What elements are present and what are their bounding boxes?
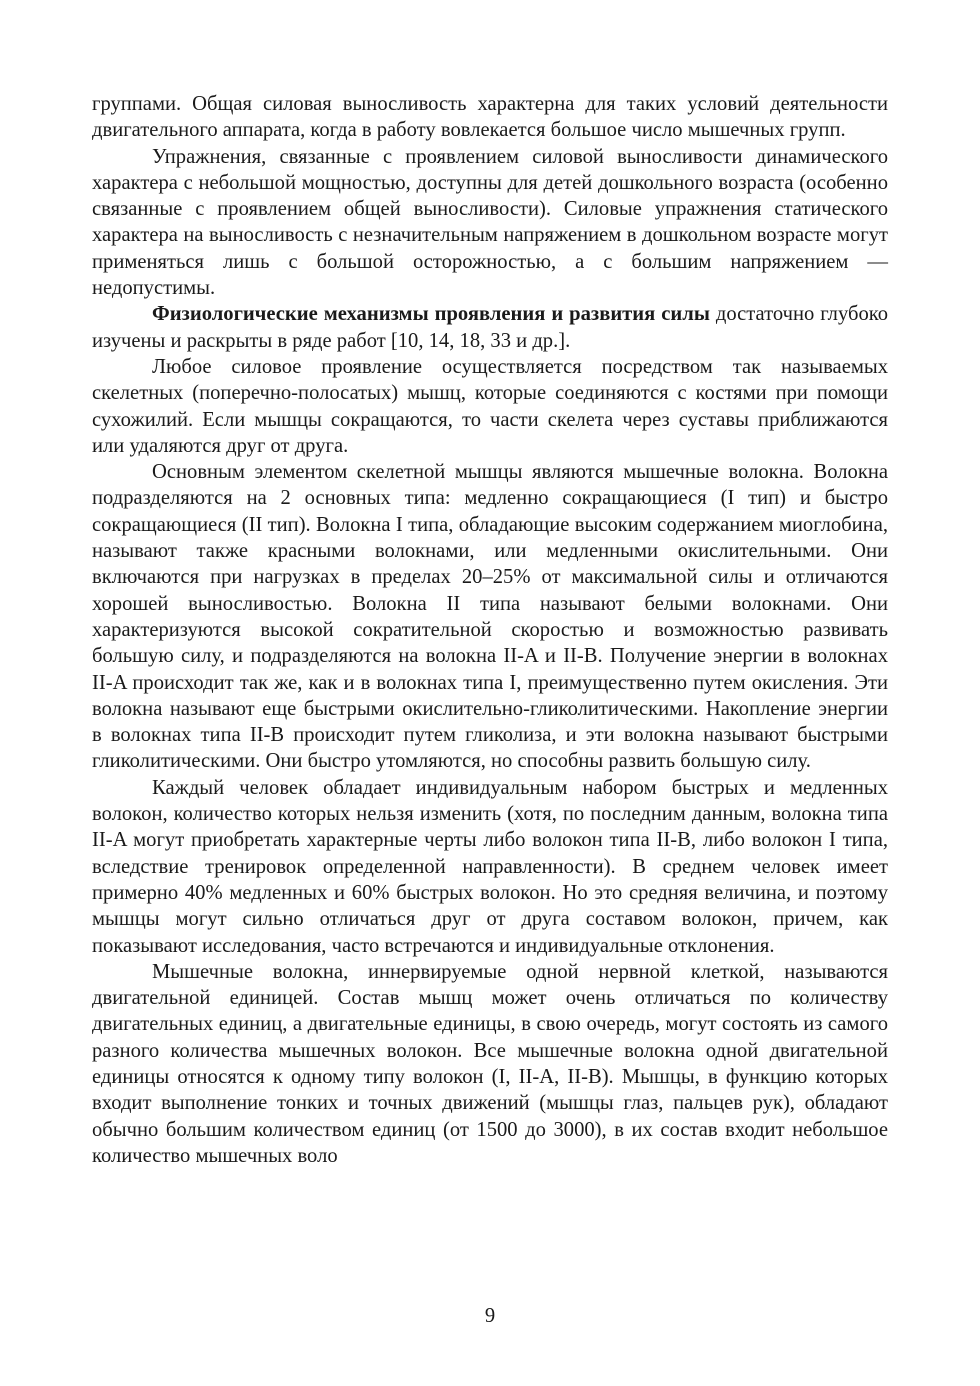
paragraph-4 bbox=[92, 354, 888, 459]
paragraph-4-text: Любое силовое проявление осуществляется посредством так называемых скелетных (поперечно-полосатых) мышц, которые соединяются с костями при помощи сухожилий. Если мышцы сокращаются, то части скелета через суставы приближаются или удаляются друг от друга. bbox=[92, 355, 888, 457]
paragraph-2-text: Упражнения, связанные с проявлением силовой выносливости динамического характера с небольшой мощностью, доступны для детей дошкольного возраста (особенно связанные с проявлением общей выносливости). Силовые упражнения статического характера на выносливость с незначительным напряжением в дошкольном возрасте могут применяться лишь с большой осторожностью, а с большим напряжением — недопустимы. bbox=[92, 145, 888, 300]
paragraph-5-text: Основным элементом скелетной мышцы являются мышечные волокна. Волокна подразделяются на 2 основных типа: медленно сокращающиеся (I тип) и быстро сокращающиеся (II тип). Волокна I типа, обладающие высоким содержанием миоглобина, называют также красными волокнами, или медленными окислительными. Они включаются при нагрузках в пределах 20–25% от максимальной силы и отличаются хорошей выносливостью. Волокна II типа называют белыми волокнами. Они характеризуются высокой сократительной скоростью и возможностью развивать большую силу, и подразделяются на волокна II-A и II-B. Получение энергии в волокнах II-A происходит так же, как и в волокнах типа I, преимущественно путем окисления. Эти волокна называют еще быстрыми окислительно-гликолитическими. Накопление энергии в волокнах типа II-B происходит путем гликолиза, и эти волокна называют быстрыми гликолитическими. Они быстро утомляются, но способны развить большую силу. bbox=[92, 461, 888, 773]
paragraph-3-bold-lead: Физиологические механизмы проявления и развития силы bbox=[152, 303, 710, 326]
paragraph-1 bbox=[92, 91, 888, 144]
paragraph-2 bbox=[92, 144, 888, 302]
paragraph-3 bbox=[92, 301, 888, 354]
paragraph-3-text: достаточно глубоко изучены и раскрыты в ряде работ [10, 14, 18, 33 и др.]. bbox=[92, 303, 889, 352]
paragraph-7-text: Мышечные волокна, иннервируемые одной нервной клеткой, называются двигательной единицей. Состав мышц может очень отличаться по количеству двигательных единиц, а двигательные единицы, в свою очередь, могут состоять из самого разного количества мышечных волокон. Все мышечные волокна одной двигательной единицы относятся к одному типу волокон (I, II-A, II-B). Мышцы, в функцию которых входит выполнение тонких и точных движений (мышцы глаз, пальцев рук), обладают обычно большим количеством единиц (от 1500 до 3000), в их состав входит небольшое количество мышечных воло bbox=[92, 960, 888, 1167]
paragraph-1-text: группами. Общая силовая выносливость характерна для таких условий деятельности двигательного аппарата, когда в работу вовлекается большое число мышечных групп. bbox=[92, 93, 888, 142]
paragraph-6 bbox=[92, 775, 888, 959]
paragraph-5 bbox=[92, 459, 888, 775]
paragraph-7 bbox=[92, 959, 888, 1169]
document-page bbox=[92, 91, 888, 1169]
page-number: 9 bbox=[484, 1305, 496, 1327]
paragraph-6-text: Каждый человек обладает индивидуальным набором быстрых и медленных волокон, количество которых нельзя изменить (хотя, по последним данным, волокна типа II-A могут приобретать характерные черты либо волокон типа II-B, либо волокон I типа, вследствие тренировок определенной направленности). В среднем человек имеет примерно 40% медленных и 60% быстрых волокон. Но это средняя величина, и поэтому мышцы могут сильно отличаться друг от друга составом волокон, причем, как показывают исследования, часто встречаются и индивидуальные отклонения. bbox=[92, 776, 888, 957]
